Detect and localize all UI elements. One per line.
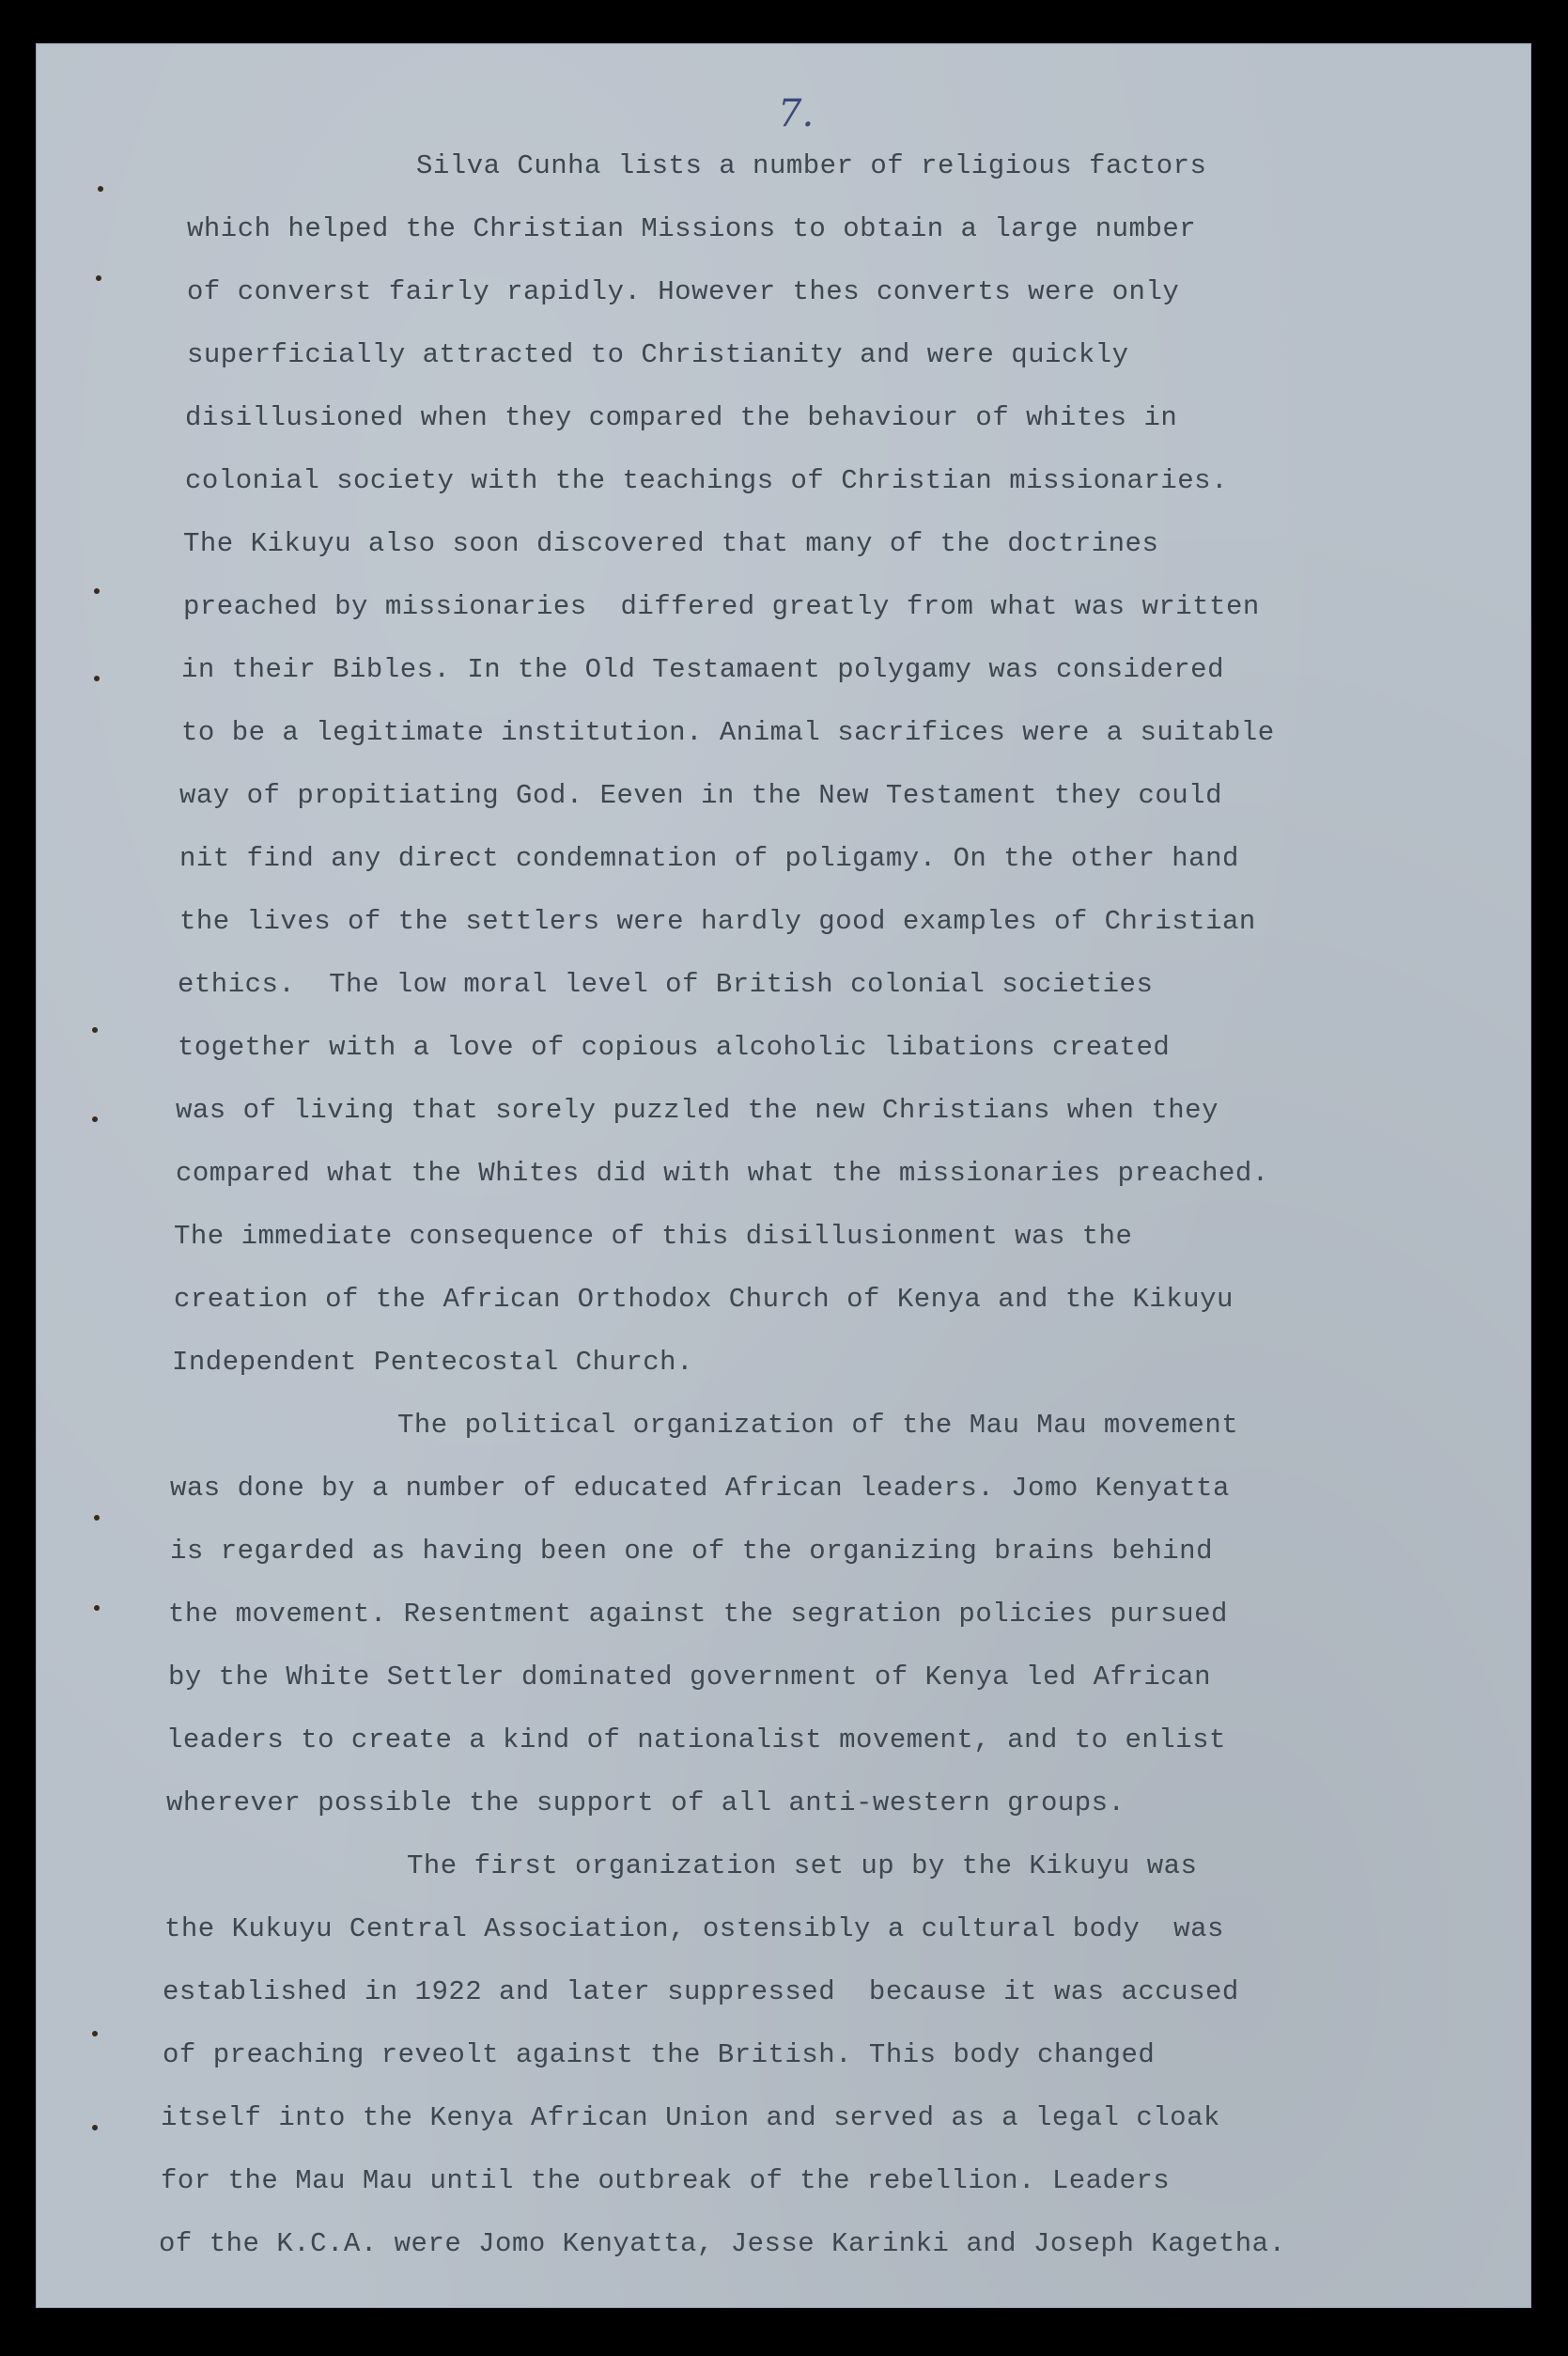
- text-line: is regarded as having been one of the organizing brains behind: [170, 1536, 1213, 1567]
- text-line: Silva Cunha lists a number of religious factors: [416, 150, 1207, 181]
- text-line: for the Mau Mau until the outbreak of the rebellion. Leaders: [161, 2165, 1171, 2196]
- text-line: leaders to create a kind of nationalist movement, and to enlist: [166, 1724, 1226, 1755]
- text-line: ethics. The low moral level of British colonial societies: [178, 969, 1154, 1000]
- margin-speck: [94, 588, 100, 594]
- text-line: of the K.C.A. were Jomo Kenyatta, Jesse Karinki and Joseph Kagetha.: [159, 2228, 1286, 2259]
- text-line: in their Bibles. In the Old Testamaent polygamy was considered: [181, 654, 1224, 685]
- text-line: to be a legitimate institution. Animal sacrifices were a suitable: [181, 717, 1275, 748]
- text-line: way of propitiating God. Eeven in the New Testament they could: [179, 780, 1222, 811]
- page-number: 7.: [778, 92, 815, 135]
- text-line: superficially attracted to Christianity and were quickly: [187, 339, 1129, 370]
- text-line: The immediate consequence of this disillusionment was the: [174, 1221, 1133, 1252]
- text-line: compared what the Whites did with what the missionaries preached.: [176, 1158, 1269, 1189]
- text-line: disillusioned when they compared the behaviour of whites in: [185, 402, 1178, 433]
- margin-speck: [92, 1027, 98, 1033]
- text-line: colonial society with the teachings of Christian missionaries.: [185, 465, 1228, 496]
- text-line: the Kukuyu Central Association, ostensibly a cultural body was: [164, 1913, 1224, 1944]
- text-line: by the White Settler dominated government of Kenya led African: [168, 1662, 1211, 1693]
- text-line: was done by a number of educated African leaders. Jomo Kenyatta: [170, 1473, 1230, 1504]
- text-line: was of living that sorely puzzled the new Christians when they: [176, 1095, 1219, 1126]
- margin-speck: [92, 2125, 98, 2130]
- text-line: of converst fairly rapidly. However thes converts were only: [187, 276, 1180, 307]
- text-line: wherever possible the support of all anti-western groups.: [166, 1787, 1126, 1818]
- text-line: itself into the Kenya African Union and served as a legal cloak: [161, 2102, 1220, 2133]
- margin-speck: [92, 2031, 98, 2036]
- typewritten-page: [36, 43, 1531, 2308]
- text-line: The Kikuyu also soon discovered that many of the doctrines: [183, 528, 1159, 559]
- margin-speck: [94, 1605, 100, 1611]
- text-line: which helped the Christian Missions to obtain a large number: [187, 213, 1197, 244]
- body-text: [36, 43, 1531, 2308]
- text-line: together with a love of copious alcoholic libations created: [178, 1032, 1171, 1063]
- text-line: the lives of the settlers were hardly good examples of Christian: [179, 906, 1256, 937]
- text-line: nit find any direct condemnation of poligamy. On the other hand: [179, 843, 1239, 874]
- text-line: The political organization of the Mau Mau movement: [397, 1410, 1239, 1441]
- margin-speck: [92, 1116, 98, 1122]
- margin-speck: [98, 186, 103, 192]
- margin-speck: [96, 275, 101, 281]
- text-line: creation of the African Orthodox Church of Kenya and the Kikuyu: [174, 1284, 1234, 1315]
- text-line: Independent Pentecostal Church.: [172, 1347, 693, 1378]
- text-line: established in 1922 and later suppressed because it was accused: [163, 1976, 1239, 2007]
- margin-speck: [94, 676, 100, 681]
- margin-speck: [94, 1515, 100, 1521]
- text-line: The first organization set up by the Kikuyu was: [407, 1850, 1198, 1881]
- text-line: preached by missionaries differed greatly from what was written: [183, 591, 1260, 622]
- text-line: of preaching reveolt against the British. This body changed: [163, 2039, 1156, 2070]
- text-line: the movement. Resentment against the segration policies pursued: [168, 1599, 1228, 1630]
